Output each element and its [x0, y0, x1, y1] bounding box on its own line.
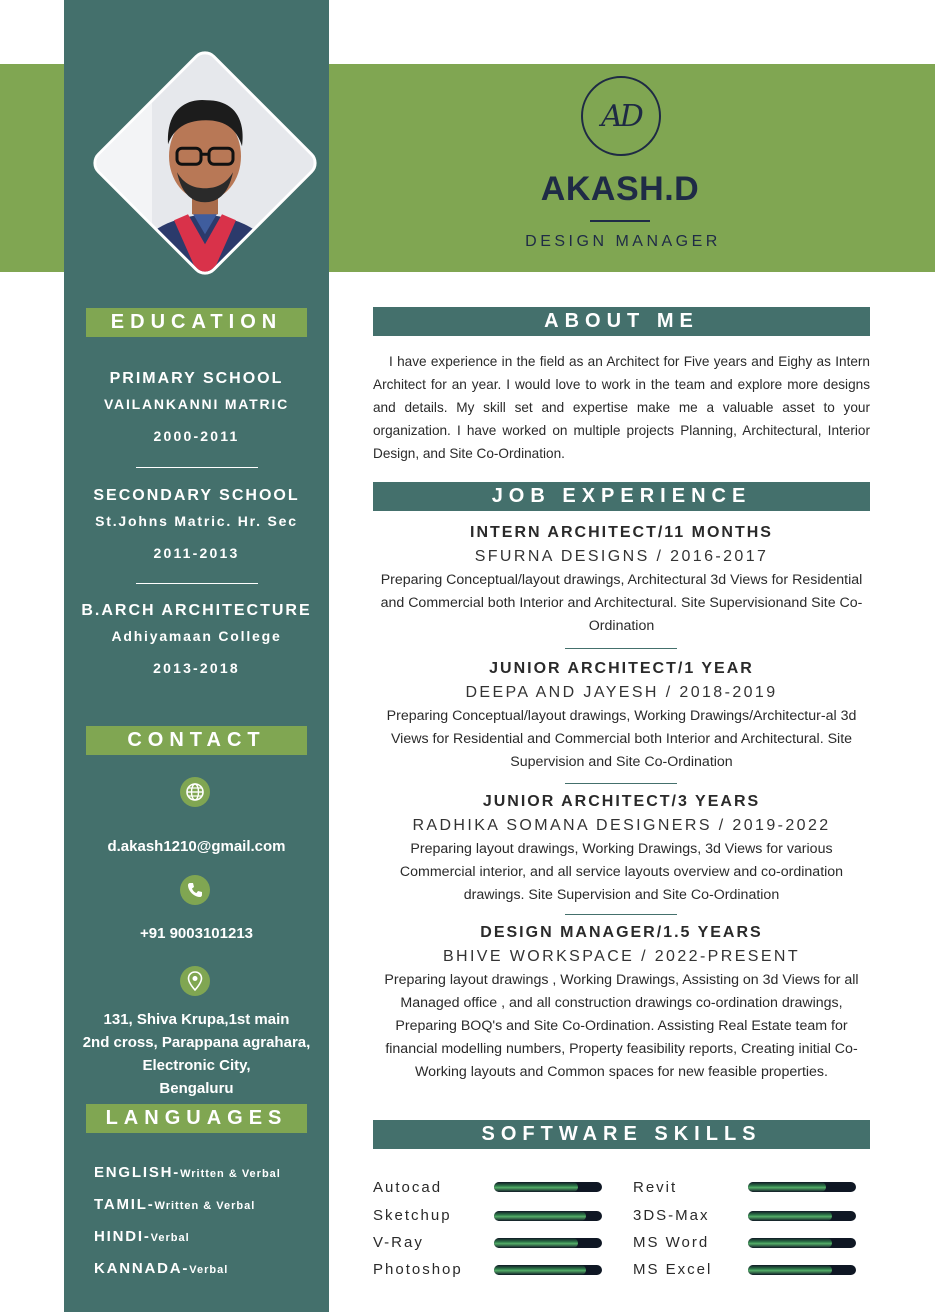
- skill-bar: [494, 1238, 602, 1248]
- skill-fill: [748, 1182, 826, 1192]
- skill-label: 3DS-Max: [633, 1207, 710, 1224]
- skill-fill: [494, 1238, 578, 1248]
- job-description: Preparing layout drawings, Working Drawings, 3d Views for various Commercial interior, and all service layouts overview and co-ordination drawings. Site Supervision and Site Co-Ordination: [399, 841, 844, 903]
- job-description: Preparing Conceptual/layout drawings, Working Drawings/Architectur-al 3d Views for Residential and Commercial both Interior and Architectural. Site Supervision and Site Co-Ordination: [386, 708, 857, 770]
- education-level: B.ARCH ARCHITECTURE: [81, 602, 312, 619]
- skill-fill: [494, 1265, 586, 1275]
- address-line: 2nd cross, Parappana agrahara,: [82, 1034, 311, 1051]
- email-text[interactable]: d.akash1210@gmail.com: [107, 838, 286, 855]
- experience-heading: JOB EXPERIENCE: [373, 482, 870, 511]
- about-text: I have experience in the field as an Architect for Five years and Eighy as Intern Architect for an year. I would love to work in the team and explore more designs and details. My skill set and expertise make me a valuable asset to your organization. I have worked on multiple projects Planning, Architectural, Interior Design, and Site Co-Ordination.: [373, 354, 870, 461]
- job-entry: [373, 520, 870, 638]
- job-divider: [565, 648, 677, 649]
- education-item: [64, 366, 329, 448]
- language-level: Verbal: [189, 1264, 229, 1276]
- skill-bar: [494, 1265, 602, 1275]
- address-line: Bengaluru: [159, 1080, 234, 1097]
- skill-bar: [748, 1265, 856, 1275]
- skills-heading: SOFTWARE SKILLS: [373, 1120, 870, 1149]
- education-level: SECONDARY SCHOOL: [93, 487, 300, 504]
- skill-label: Revit: [633, 1179, 678, 1196]
- phone-icon: [180, 875, 210, 905]
- address-text: [64, 1008, 329, 1100]
- job-title: DESIGN MANAGER/1.5 YEARS: [480, 924, 763, 941]
- job-company: SFURNA DESIGNS / 2016-2017: [474, 548, 769, 565]
- language-name: KANNADA-: [94, 1260, 190, 1277]
- address-line: 131, Shiva Krupa,1st main: [103, 1011, 290, 1028]
- language-name: TAMIL-: [94, 1196, 155, 1213]
- job-description: Preparing Conceptual/layout drawings, Architectural 3d Views for Residential and Commercial both Interior and Architectural. Site Supervisionand Site Co-Ordination: [380, 572, 863, 634]
- language-item: [94, 1260, 228, 1278]
- language-level: Verbal: [150, 1232, 190, 1244]
- job-title: INTERN ARCHITECT/11 MONTHS: [470, 524, 773, 541]
- education-years: 2013-2018: [153, 660, 240, 676]
- skill-label: V-Ray: [373, 1234, 424, 1251]
- language-name: ENGLISH-: [94, 1164, 181, 1181]
- skill-label: Photoshop: [373, 1261, 463, 1278]
- job-description: Preparing layout drawings , Working Drawings, Assisting on 3d Views for all Managed office , and all construction drawings co-ordination drawings, Preparing BOQ's and Site Co-Ordination. Assisting Real Estate team for financial modelling numbers, Property feasibility reports, Creating initial Co-Working layouts and Common spaces for new feasible properties.: [384, 972, 859, 1080]
- education-years: 2000-2011: [153, 428, 240, 444]
- job-divider: [565, 914, 677, 915]
- skill-label: Sketchup: [373, 1207, 452, 1224]
- education-years: 2011-2013: [153, 545, 240, 561]
- education-divider: [136, 467, 258, 468]
- job-company: RADHIKA SOMANA DESIGNERS / 2019-2022: [412, 817, 831, 834]
- education-item: [64, 483, 329, 565]
- education-level: PRIMARY SCHOOL: [109, 370, 284, 387]
- education-school: St.Johns Matric. Hr. Sec: [95, 513, 298, 529]
- job-entry: [373, 656, 870, 774]
- location-pin-icon: [180, 966, 210, 996]
- address-line: Electronic City,: [142, 1057, 251, 1074]
- skill-fill: [494, 1211, 586, 1221]
- skill-label: Autocad: [373, 1179, 443, 1196]
- language-item: [94, 1164, 281, 1182]
- logo-text: AD: [601, 98, 641, 134]
- education-school: VAILANKANNI MATRIC: [103, 396, 290, 412]
- monogram-logo: [581, 76, 661, 156]
- globe-icon: [180, 777, 210, 807]
- skill-fill: [748, 1238, 832, 1248]
- skill-fill: [748, 1265, 832, 1275]
- language-item: [94, 1196, 255, 1214]
- language-item: [94, 1228, 190, 1246]
- skill-bar: [494, 1182, 602, 1192]
- job-entry: [373, 920, 870, 1084]
- person-name: AKASH.D: [540, 170, 700, 208]
- job-company: DEEPA AND JAYESH / 2018-2019: [465, 684, 778, 701]
- languages-heading: LANGUAGES: [86, 1104, 307, 1133]
- language-level: Written & Verbal: [180, 1168, 281, 1180]
- skill-fill: [494, 1182, 578, 1192]
- language-level: Written & Verbal: [154, 1200, 256, 1212]
- skill-bar: [748, 1238, 856, 1248]
- education-item: [64, 598, 329, 680]
- skill-bar: [748, 1182, 856, 1192]
- job-title: JUNIOR ARCHITECT/3 YEARS: [482, 793, 761, 810]
- skill-fill: [748, 1211, 832, 1221]
- education-school: Adhiyamaan College: [111, 628, 282, 644]
- skill-label: MS Excel: [633, 1261, 713, 1278]
- skill-bar: [748, 1211, 856, 1221]
- job-title: JUNIOR ARCHITECT/1 YEAR: [489, 660, 754, 677]
- name-divider: [590, 220, 650, 222]
- about-heading: ABOUT ME: [373, 307, 870, 336]
- education-heading: EDUCATION: [86, 308, 307, 337]
- language-name: HINDI-: [94, 1228, 151, 1245]
- job-entry: [373, 789, 870, 907]
- phone-text[interactable]: +91 9003101213: [139, 925, 254, 942]
- job-role: DESIGN MANAGER: [525, 233, 721, 250]
- skill-label: MS Word: [633, 1234, 710, 1251]
- contact-heading: CONTACT: [86, 726, 307, 755]
- job-divider: [565, 783, 677, 784]
- job-company: BHIVE WORKSPACE / 2022-PRESENT: [442, 948, 801, 965]
- skill-bar: [494, 1211, 602, 1221]
- education-divider: [136, 583, 258, 584]
